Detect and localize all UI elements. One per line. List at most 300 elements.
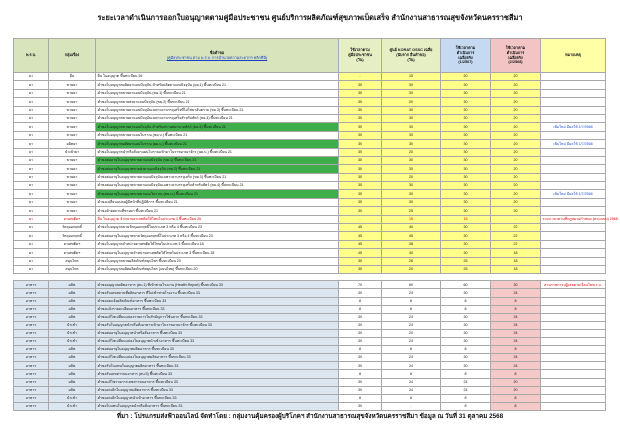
ossc-days-cell: 15: [382, 215, 441, 223]
request-name-cell: คำขอต่ออายุใบอนุญาตจำหน่ายยาเสพติดให้โทษในประเภท 3 ขึ้นทะเบียน 18: [96, 249, 339, 257]
row-type-cell: ยา: [14, 140, 49, 148]
manual-days-cell: 8: [339, 297, 382, 305]
request-name-cell: คำขอต่ออายุใบอนุญาตผลิตอาหาร ขึ้นทะเบียน 33: [96, 346, 339, 354]
remark-cell: ส่วนราชการปฏิเสธตามเงื่อนไขพ.ร.บ.: [541, 281, 606, 289]
table-row: [14, 354, 606, 362]
manual-days-cell: 30: [339, 98, 382, 106]
header-line: เฉลี่ยจริง: [458, 55, 473, 60]
request-name-cell: คำขอใบอนุญาตจำหน่ายยาเสพติดให้โทษในประเภท 3 ขึ้นทะเบียน 18: [96, 240, 339, 248]
actual-days-1-cell: 30: [441, 207, 491, 215]
request-name-cell: คำขอใบอนุญาตขายส่งยาแผนปัจจุบัน (ขย.2) ขึ้นทะเบียน 21: [96, 98, 339, 106]
actual-days-2-cell: 8: [491, 370, 541, 378]
table-row: [14, 156, 606, 164]
row-type-cell: อาหาร: [14, 338, 49, 346]
table-row: [14, 394, 606, 402]
request-name-cell: คำขอแจ้งรายละเอียดอาหาร ขึ้นทะเบียน 33: [96, 305, 339, 313]
table-row: [14, 313, 606, 321]
row-type-cell: ยา: [14, 190, 49, 198]
request-name-cell: คำขอแก้ไขเปลี่ยนแปลงใบอนุญาตผลิตอาหาร ขึ้นทะเบียน 33: [96, 354, 339, 362]
request-name-cell: คำขอต่ออายุใบอนุญาตขายยาแผนปัจจุบัน (ขย.1) ขึ้นทะเบียน 21: [96, 156, 339, 164]
ossc-days-cell: 24: [382, 313, 441, 321]
manual-days-cell: -: [339, 73, 382, 81]
manual-days-cell: 30: [339, 190, 382, 198]
table-row: [14, 249, 606, 257]
table-row: [14, 73, 606, 81]
ossc-days-cell: 30: [382, 81, 441, 89]
ossc-days-cell: 8: [382, 305, 441, 313]
header-ossc-days: [382, 39, 441, 73]
manual-days-cell: 70: [339, 281, 382, 289]
manual-days-cell: 45: [339, 232, 382, 240]
actual-days-2-cell: 20: [491, 140, 541, 148]
remark-cell: [541, 329, 606, 337]
row-type-cell: ยา: [14, 173, 49, 181]
header-request-name: [96, 39, 339, 73]
actual-days-1-cell: 8: [441, 346, 491, 354]
row-group-cell: สมุนไพร: [49, 265, 96, 273]
actual-days-2-cell: 18: [491, 257, 541, 265]
table-row: [14, 257, 606, 265]
manual-days-cell: 30: [339, 198, 382, 206]
spacer-cell: [96, 274, 339, 281]
actual-days-2-cell: 24: [491, 362, 541, 370]
request-name-cell: คำขอต่ออายุใบอนุญาตขายวัตถุออกฤทธิ์ในประเภท 3 หรือ 4 ขึ้นทะเบียน 23: [96, 232, 339, 240]
request-name-cell: คำขอใบอนุญาตขายยาแผนปัจจุบัน (ขย.1) ขึ้นทะเบียน 21: [96, 89, 339, 97]
ossc-days-cell: 24: [382, 386, 441, 394]
table-row: [14, 190, 606, 198]
row-type-cell: อาหาร: [14, 313, 49, 321]
remark-cell: [541, 257, 606, 265]
request-name-cell: คำขอยกเลิกใบอนุญาตผลิตอาหาร ขึ้นทะเบียน 33: [96, 386, 339, 394]
citizen-manual-link[interactable]: (คู่มือประชาชน ตาม พ.ร.บ. การอำนวยความสะดวกฯ คลิกที่นี่): [166, 55, 268, 60]
manual-days-cell: 30: [339, 265, 382, 273]
row-type-cell: อาหาร: [14, 402, 49, 410]
header-request-name-label: ชื่อคำขอ: [209, 50, 225, 55]
row-group-cell: ขายยา: [49, 165, 96, 173]
row-group-cell: ขายยา: [49, 131, 96, 139]
request-name-cell: คำขอรับใบแทนใบอนุญาตผลิตอาหาร ขึ้นทะเบียน 33: [96, 362, 339, 370]
remark-cell: [541, 386, 606, 394]
actual-days-1-cell: 30: [441, 190, 491, 198]
remark-cell: [541, 289, 606, 297]
spacer-cell: [339, 274, 382, 281]
actual-days-1-cell: 30: [441, 98, 491, 106]
table-row: [14, 131, 606, 139]
header-line: เฉลี่ยจริง: [508, 55, 523, 60]
header-row: [14, 39, 606, 73]
row-type-cell: ยา: [14, 81, 49, 89]
row-type-cell: ยา: [14, 240, 49, 248]
actual-days-2-cell: 8: [491, 346, 541, 354]
actual-days-1-cell: 8: [441, 297, 491, 305]
request-name-cell: คำขอใบอนุญาตผลิตยาแผนปัจจุบัน สำหรับผลิตยาแผนปัจจุบัน (ผย.1) ขึ้นทะเบียน 21: [96, 81, 339, 89]
actual-days-1-cell: 8: [441, 402, 491, 410]
request-name-cell: คำขอใบอนุญาตขายยาแผนปัจจุบันเฉพาะยาบรรจุเสร็จที่ไม่ใช่ยาอันตราย (ขย.3) ขึ้นทะเบียน 21: [96, 106, 339, 114]
actual-days-2-cell: 20: [491, 131, 541, 139]
remark-cell: ระยะเวลาตามที่กฎหมายกำหนด (ตามแบบ) 2568: [541, 215, 606, 223]
actual-days-2-cell: 30: [491, 281, 541, 289]
actual-days-2-cell: 20: [491, 81, 541, 89]
row-type-cell: อาหาร: [14, 321, 49, 329]
header-remark-label: หมายเหตุ: [565, 53, 581, 58]
remark-cell: เพิ่มใหม่ มีผลใช้ 1/7/2568: [541, 140, 606, 148]
row-type-cell: ยา: [14, 207, 49, 215]
request-name-cell: คำขอแก้ไขเปลี่ยนแปลงใบอนุญาตนำเข้าอาหาร ขึ้นทะเบียน 33: [96, 338, 339, 346]
table-row: [14, 182, 606, 190]
remark-cell: [541, 297, 606, 305]
row-type-cell: ยา: [14, 182, 49, 190]
request-name-cell: คำขอใบอนุญาตขายยาแผนปัจจุบันเฉพาะยาบรรจุเสร็จสำหรับสัตว์ (ขย.4) ขึ้นทะเบียน 21: [96, 114, 339, 122]
manual-days-cell: 30: [339, 313, 382, 321]
request-name-cell: คำขอย้ายสถานที่ขายยา ขึ้นทะเบียน 21: [96, 207, 339, 215]
request-name-cell: คำขอรับเลขสารบบอาหาร (สบ.5) ขึ้นทะเบียน 33: [96, 370, 339, 378]
license-duration-table: [13, 38, 618, 411]
row-type-cell: อาหาร: [14, 305, 49, 313]
row-type-cell: อาหาร: [14, 329, 49, 337]
actual-days-2-cell: 24: [491, 329, 541, 337]
remark-cell: [541, 165, 606, 173]
ossc-days-cell: 30: [382, 114, 441, 122]
manual-days-cell: 30: [339, 106, 382, 114]
row-group-cell: วัตถุออกฤทธิ์: [49, 232, 96, 240]
actual-days-1-cell: 30: [441, 329, 491, 337]
ossc-days-cell: 25: [382, 207, 441, 215]
row-group-cell: ขายยา: [49, 114, 96, 122]
spacer-cell: [49, 274, 96, 281]
manual-days-cell: 30: [339, 81, 382, 89]
row-type-cell: อาหาร: [14, 346, 49, 354]
request-name-cell: คำขอใบอนุญาตขายยาแผนปัจจุบัน สำหรับสถานพยาบาลสัตว์ (ขย.5) ขึ้นทะเบียน 21: [96, 123, 339, 131]
remark-cell: [541, 265, 606, 273]
row-group-cell: ผลิต: [49, 354, 96, 362]
actual-days-2-cell: 20: [491, 173, 541, 181]
actual-days-2-cell: 20: [491, 106, 541, 114]
manual-days-cell: 30: [339, 329, 382, 337]
manual-days-cell: 30: [339, 362, 382, 370]
table-row: [14, 378, 606, 386]
header-line: ดำเนินการ: [456, 50, 475, 55]
manual-days-cell: 30: [339, 148, 382, 156]
table-row: [14, 240, 606, 248]
ossc-days-cell: 20: [382, 148, 441, 156]
remark-cell: [541, 182, 606, 190]
row-group-cell: ขายยา: [49, 156, 96, 164]
row-group-cell: ขายยา: [49, 207, 96, 215]
actual-days-1-cell: 30: [441, 321, 491, 329]
table-row: [14, 140, 606, 148]
manual-days-cell: 8: [339, 305, 382, 313]
actual-days-1-cell: 30: [441, 156, 491, 164]
row-group-cell: ขายยา: [49, 98, 96, 106]
request-name-cell: คำขอต่ออายุใบอนุญาตขายยาแผนโบราณ (ขย.บ.) ขึ้นทะเบียน 21: [96, 190, 339, 198]
ossc-days-cell: 24: [382, 321, 441, 329]
row-type-cell: ยา: [14, 232, 49, 240]
table-row: [14, 265, 606, 273]
row-type-cell: ยา: [14, 198, 49, 206]
request-name-cell: คำขอรับใบอนุญาตนำหรือสั่งอาหารเข้ามาในราชอาณาจักร ขึ้นทะเบียน 33: [96, 321, 339, 329]
ossc-days-cell: 30: [382, 131, 441, 139]
row-group-cell: ผลิต: [49, 362, 96, 370]
actual-days-1-cell: 30: [441, 106, 491, 114]
actual-days-1-cell: 30: [441, 224, 491, 232]
actual-days-1-cell: 8: [441, 394, 491, 402]
manual-days-cell: 30: [339, 123, 382, 131]
row-type-cell: ยา: [14, 131, 49, 139]
actual-days-2-cell: 24: [491, 338, 541, 346]
ossc-days-cell: 20: [382, 329, 441, 337]
table-row: [14, 297, 606, 305]
remark-cell: [541, 249, 606, 257]
actual-days-1-cell: 15: [441, 215, 491, 223]
actual-days-1-cell: 30: [441, 354, 491, 362]
table-row: [14, 148, 606, 156]
row-group-cell: วัตถุออกฤทธิ์: [49, 224, 96, 232]
ossc-days-cell: 8: [382, 370, 441, 378]
manual-days-cell: 30: [339, 173, 382, 181]
actual-days-1-cell: 30: [441, 338, 491, 346]
row-type-cell: ยา: [14, 257, 49, 265]
ossc-days-cell: 30: [382, 140, 441, 148]
request-name-cell: คำขอจดแจ้งผลิตภัณฑ์อาหาร ขึ้นทะเบียน 33: [96, 297, 339, 305]
request-name-cell: คำขอใบแทนใบอนุญาตนำหรือสั่งอาหาร ขึ้นทะเบียน 33: [96, 402, 339, 410]
actual-days-2-cell: 22: [491, 232, 541, 240]
row-type-cell: ยา: [14, 224, 49, 232]
ossc-days-cell: 20: [382, 265, 441, 273]
actual-days-1-cell: 30: [441, 182, 491, 190]
remark-cell: [541, 73, 606, 81]
table-row: [14, 402, 606, 410]
spacer-cell: [382, 274, 441, 281]
actual-days-2-cell: 20: [491, 378, 541, 386]
actual-days-2-cell: 20: [491, 190, 541, 198]
row-type-cell: ยา: [14, 106, 49, 114]
manual-days-cell: 45: [339, 224, 382, 232]
request-name-cell: คำขอต่ออายุใบอนุญาตขายส่งยาแผนปัจจุบัน (ขย.2) ขึ้นทะเบียน 21: [96, 165, 339, 173]
actual-days-2-cell: 20: [491, 156, 541, 164]
remark-cell: [541, 148, 606, 156]
row-group-cell: ขายยา: [49, 106, 96, 114]
request-name-cell: คำขออนุญาตผลิตอาหาร (สบ.1) ที่เข้าข่ายโรงงาน (Health Report) ขึ้นทะเบียน 33: [96, 281, 339, 289]
ossc-days-cell: 30: [382, 190, 441, 198]
request-name-cell: คำขอใบอนุญาตนำหรือสั่งยาแผนโบราณเข้ามาในราชอาณาจักร (นย.บ.) ขึ้นทะเบียน 21: [96, 148, 339, 156]
ossc-days-cell: 24: [382, 354, 441, 362]
remark-cell: [541, 338, 606, 346]
table-row: [14, 173, 606, 181]
ossc-days-cell: 8: [382, 394, 441, 402]
header-line: ใช้เวลาตาม: [505, 46, 526, 51]
table-row: [14, 305, 606, 313]
actual-days-1-cell: 30: [441, 249, 491, 257]
table-row: [14, 362, 606, 370]
remark-cell: เพิ่มใหม่ มีผลใช้ 1/7/2568: [541, 190, 606, 198]
manual-days-cell: 45: [339, 240, 382, 248]
manual-days-cell: 30: [339, 165, 382, 173]
manual-days-cell: 30: [339, 321, 382, 329]
remark-cell: [541, 173, 606, 181]
manual-days-cell: 30: [339, 354, 382, 362]
request-name-cell: คำขอใบอนุญาตขายยาแผนโบราณ (ขย.บ.) ขึ้นทะเบียน 21: [96, 131, 339, 139]
actual-days-2-cell: 20: [491, 114, 541, 122]
header-group-label: กลุ่มเรื่อง: [64, 53, 80, 58]
remark-cell: [541, 370, 606, 378]
actual-days-1-cell: 8: [441, 370, 491, 378]
actual-days-1-cell: 30: [441, 148, 491, 156]
row-group-cell: ยาเสพติดฯ: [49, 215, 96, 223]
manual-days-cell: 8: [339, 346, 382, 354]
manual-days-cell: 8: [339, 370, 382, 378]
actual-days-2-cell: 18: [491, 265, 541, 273]
header-line: (นับจาก ยื่นคำขอ): [396, 53, 426, 58]
manual-days-cell: 30: [339, 207, 382, 215]
request-name-cell: คำขอใบอนุญาตขายผลิตภัณฑ์สมุนไพร ขึ้นทะเบียน 20: [96, 257, 339, 265]
row-type-cell: อาหาร: [14, 394, 49, 402]
table-row: [14, 281, 606, 289]
request-name-cell: คำขอเปลี่ยนแปลงผู้มีหน้าที่ปฏิบัติการ ขึ้นทะเบียน 21: [96, 198, 339, 206]
remark-cell: [541, 321, 606, 329]
table-row: [14, 321, 606, 329]
row-group-cell: ขายยา: [49, 81, 96, 89]
remark-cell: [541, 313, 606, 321]
ossc-days-cell: 45: [382, 232, 441, 240]
actual-days-2-cell: 20: [491, 98, 541, 106]
ossc-days-cell: 30: [382, 156, 441, 164]
remark-cell: [541, 240, 606, 248]
actual-days-1-cell: 30: [441, 165, 491, 173]
row-group-cell: ยื่น: [49, 73, 96, 81]
request-name-cell: คำขอใบอนุญาตขายวัตถุออกฤทธิ์ในประเภท 3 หรือ 4 ขึ้นทะเบียน 23: [96, 224, 339, 232]
header-line: ศูนย์ KORAT OSSC เฉลี่ย: [389, 48, 433, 53]
ossc-days-cell: 30: [382, 106, 441, 114]
table-row: [14, 370, 606, 378]
manual-days-cell: -: [339, 215, 382, 223]
actual-days-1-cell: 30: [441, 123, 491, 131]
row-type-cell: ยา: [14, 215, 49, 223]
header-line: ดำเนินการ: [506, 50, 525, 55]
header-actual-days-1: [441, 39, 491, 73]
table-row: [14, 224, 606, 232]
spacer-cell: [491, 274, 541, 281]
table-row: [14, 98, 606, 106]
row-type-cell: อาหาร: [14, 354, 49, 362]
ossc-days-cell: 20: [382, 173, 441, 181]
spacer-cell: [14, 274, 49, 281]
actual-days-2-cell: 22: [491, 240, 541, 248]
manual-days-cell: 30: [339, 140, 382, 148]
remark-cell: [541, 131, 606, 139]
row-group-cell: ผลิต: [49, 289, 96, 297]
actual-days-1-cell: 25: [441, 265, 491, 273]
row-group-cell: ผลิต: [49, 313, 96, 321]
row-type-cell: อาหาร: [14, 289, 49, 297]
actual-days-1-cell: 25: [441, 257, 491, 265]
actual-days-2-cell: 24: [491, 354, 541, 362]
request-name-cell: คำขอใบอนุญาตผลิตผลิตภัณฑ์สมุนไพร (แผนไทย) ขึ้นทะเบียน 20: [96, 265, 339, 273]
request-name-cell: คำขอแก้ไขรายการเลขสารบบอาหาร ขึ้นทะเบียน 33: [96, 378, 339, 386]
manual-days-cell: 30: [339, 378, 382, 386]
manual-days-cell: 30: [339, 257, 382, 265]
table-row: [14, 207, 606, 215]
remark-cell: [541, 89, 606, 97]
table-row: [14, 165, 606, 173]
ossc-days-cell: 30: [382, 123, 441, 131]
actual-days-1-cell: 24: [441, 386, 491, 394]
remark-cell: [541, 305, 606, 313]
remark-cell: [541, 114, 606, 122]
header-type: [14, 39, 49, 73]
actual-days-2-cell: 20: [491, 182, 541, 190]
table-row: [14, 215, 606, 223]
table-row: [14, 106, 606, 114]
table-row: [14, 123, 606, 131]
row-group-cell: นำเข้า: [49, 329, 96, 337]
ossc-days-cell: 40: [382, 249, 441, 257]
source-footer: ที่มา : โปรแกรมส่งฟ้าออนไลน์ จัดทำโดย : กลุ่มงานคุ้มครองผู้บริโภคฯ สำนักงานสาธารณสุขจังหวัดนครราชสีมา ข้อมูล ณ วันที่ 31 ตุลาคม 2568: [116, 413, 504, 420]
header-group: [49, 39, 96, 73]
ossc-days-cell: 30: [382, 198, 441, 206]
request-name-cell: ยื่น ใบอนุญาต จำหน่ายยาเสพติดให้โทษในประเภท 3 ขึ้นทะเบียน 26: [96, 215, 339, 223]
row-group-cell: นำเข้า: [49, 321, 96, 329]
row-group-cell: ขายยา: [49, 182, 96, 190]
actual-days-1-cell: 8: [441, 305, 491, 313]
row-group-cell: นำเข้า: [49, 394, 96, 402]
actual-days-1-cell: 30: [441, 289, 491, 297]
row-type-cell: ยา: [14, 165, 49, 173]
row-type-cell: อาหาร: [14, 297, 49, 305]
table-row: [14, 386, 606, 394]
table-row: [14, 89, 606, 97]
actual-days-2-cell: 8: [491, 305, 541, 313]
header-type-label: พ.ร.บ.: [25, 53, 37, 58]
manual-days-cell: 30: [339, 114, 382, 122]
actual-days-1-cell: 30: [441, 81, 491, 89]
remark-cell: [541, 156, 606, 164]
header-line: (2/2568): [508, 60, 523, 65]
ossc-days-cell: 38: [382, 240, 441, 248]
row-group-cell: ขายยา: [49, 89, 96, 97]
header-line: (วัน): [356, 57, 364, 62]
row-group-cell: ผลิต: [49, 305, 96, 313]
ossc-days-cell: 24: [382, 362, 441, 370]
row-type-cell: อาหาร: [14, 378, 49, 386]
actual-days-1-cell: 60: [441, 281, 491, 289]
ossc-days-cell: 60: [382, 281, 441, 289]
request-name-cell: คำขอแก้ไขเปลี่ยนแปลงรายการใบสำคัญการใช้ฉลาก ขึ้นทะเบียน 33: [96, 313, 339, 321]
row-group-cell: นำเข้า: [49, 338, 96, 346]
row-type-cell: อาหาร: [14, 362, 49, 370]
request-name-cell: คำขอต่ออายุใบอนุญาตขายยาแผนปัจจุบันเฉพาะยาบรรจุเสร็จ (ขย.3) ขึ้นทะเบียน 21: [96, 173, 339, 181]
row-type-cell: ยา: [14, 89, 49, 97]
ossc-days-cell: 30: [382, 182, 441, 190]
header-manual-days: [339, 39, 382, 73]
manual-days-cell: 30: [339, 131, 382, 139]
remark-cell: [541, 106, 606, 114]
manual-days-cell: 8: [339, 394, 382, 402]
remark-cell: [541, 402, 606, 410]
actual-days-1-cell: 30: [441, 313, 491, 321]
ossc-days-cell: 8: [382, 346, 441, 354]
remark-cell: [541, 394, 606, 402]
row-group-cell: ขายยา: [49, 198, 96, 206]
row-group-cell: ผลิต: [49, 281, 96, 289]
row-group-cell: ยาเสพติดฯ: [49, 240, 96, 248]
row-group-cell: นำเข้า: [49, 402, 96, 410]
request-name-cell: คำขอใบอนุญาตผลิตยาแผนโบราณ (ผย.บ.) ขึ้นทะเบียน 21: [96, 140, 339, 148]
actual-days-2-cell: 24: [491, 321, 541, 329]
header-remark: [541, 39, 606, 73]
actual-days-1-cell: 30: [441, 114, 491, 122]
actual-days-1-cell: 24: [441, 378, 491, 386]
remark-cell: [541, 198, 606, 206]
